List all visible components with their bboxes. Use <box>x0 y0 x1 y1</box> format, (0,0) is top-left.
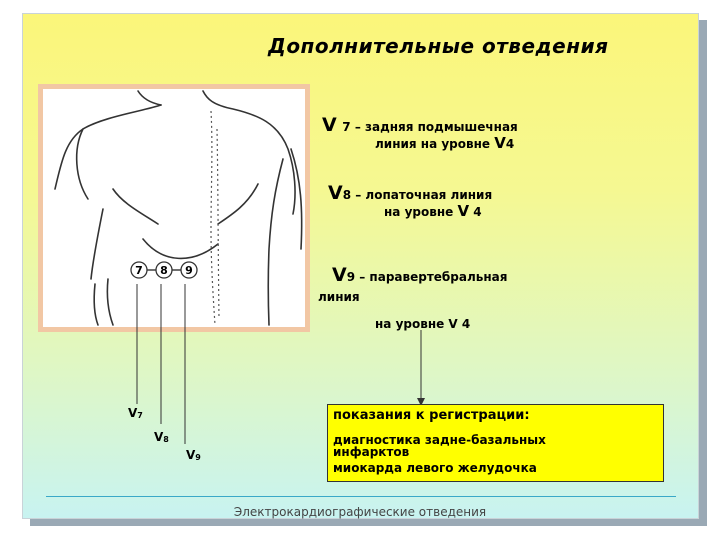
lead-v8-line2-lead: V <box>457 202 470 220</box>
pointer-label-v8 <box>154 430 169 444</box>
slide-title: Дополнительные отведения <box>268 34 609 58</box>
lead-v8-line2-text: на уровне <box>384 205 458 219</box>
lead-v8-description <box>328 182 492 204</box>
indications-title: показания к регистрации: <box>333 408 530 423</box>
pointer-label-v9-letter: V <box>186 448 196 462</box>
indications-line-3: миокарда левого желудочка <box>333 461 537 475</box>
pointer-label-v8-num: 8 <box>163 435 169 444</box>
lead-v8-line1: 8 – лопаточная линия <box>342 188 493 202</box>
electrode-7-label: 7 <box>135 264 143 277</box>
footer-caption: Электрокардиографические отведения <box>233 505 487 519</box>
pointer-label-v9-num: 9 <box>195 453 201 462</box>
lead-v8-line2 <box>384 202 482 220</box>
lead-v9-letter: V <box>332 264 347 286</box>
pointer-label-v9 <box>186 448 201 462</box>
indications-box <box>327 404 664 482</box>
pointer-label-v7-num: 7 <box>137 411 143 420</box>
pointer-label-v8-letter: V <box>154 430 164 444</box>
electrode-8-label: 8 <box>160 264 168 277</box>
pointer-label-v7-letter: V <box>128 406 138 420</box>
lead-v7-line1: 7 – задняя подмышечная <box>342 120 518 134</box>
lead-v7-line2 <box>375 134 514 152</box>
lead-v9-line1: 9 – паравертебральная <box>346 270 508 284</box>
lead-v7-description <box>322 114 518 136</box>
lead-v7-line2-num: 4 <box>505 137 515 151</box>
indications-line-1: диагностика задне-базальных <box>333 433 546 447</box>
lead-v7-line2-lead: V <box>494 134 506 152</box>
lead-v9-line2: линия <box>318 290 360 304</box>
pointer-label-v7 <box>128 406 143 420</box>
lead-v7-line2-text: линия на уровне <box>375 137 495 151</box>
electrode-9-label: 9 <box>185 264 193 277</box>
lead-v9-description <box>332 264 507 286</box>
footer-divider <box>46 496 676 497</box>
lead-v7-letter: V <box>322 114 337 136</box>
lead-v8-line2-num: 4 <box>469 205 482 219</box>
indications-line-2: инфарктов <box>333 445 410 459</box>
lead-v8-letter: V <box>328 182 343 204</box>
lead-v9-line3: на уровне V 4 <box>375 317 471 331</box>
